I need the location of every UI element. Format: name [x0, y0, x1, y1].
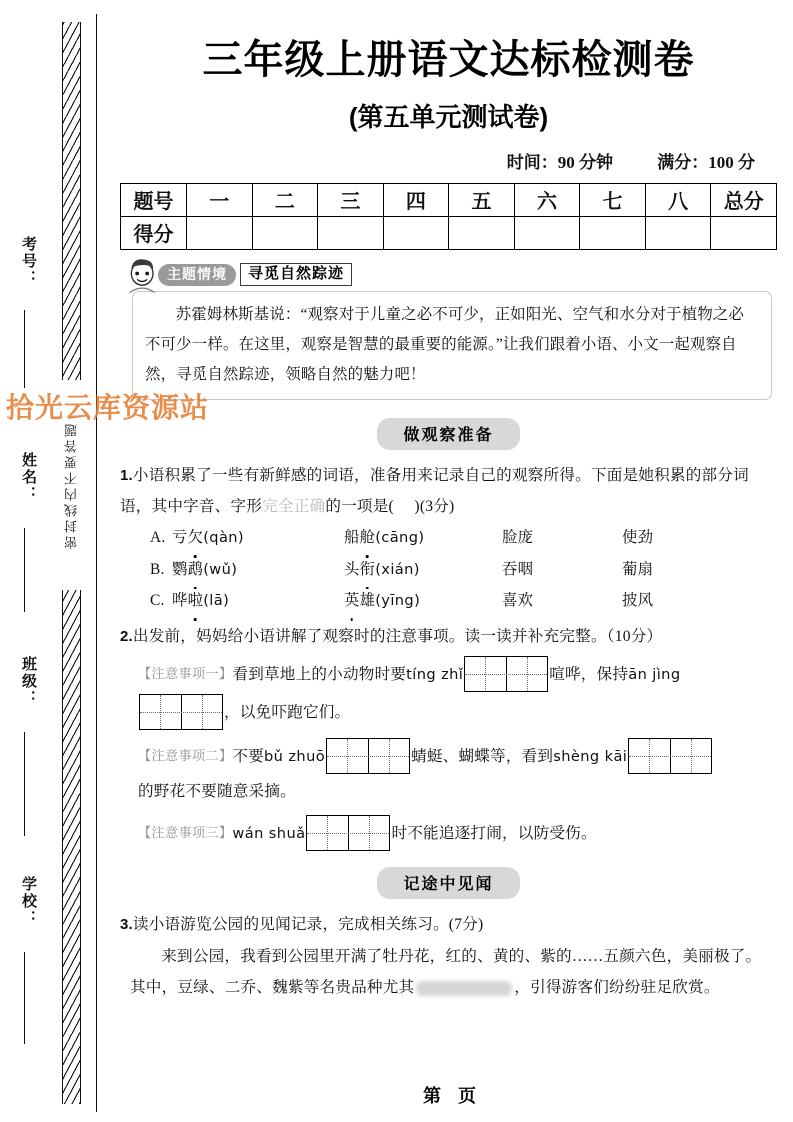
- situation-theme-label: 寻觅自然踪迹: [240, 263, 352, 286]
- table-row-question-numbers: [121, 183, 777, 216]
- note-2-pinyin-1: bǔ zhuō: [264, 747, 326, 765]
- option-b-col3: 吞咽: [502, 560, 534, 578]
- question-3-stem-text: 读小语游览公园的见闻记录，完成相关练习。(7分): [132, 916, 484, 934]
- question-2-note-2-line-2: [120, 776, 777, 807]
- option-c-col2-pinyin: (yīng): [375, 592, 421, 610]
- score-cell-2[interactable]: [252, 216, 318, 249]
- option-a-col1-pinyin: (qàn): [203, 529, 245, 547]
- score-table-col-7: 七: [580, 183, 646, 216]
- note-2-grid-box-1[interactable]: [326, 738, 410, 774]
- question-2-stem: [120, 621, 777, 652]
- score-table-col-3: 三: [318, 183, 384, 216]
- question-2: [120, 621, 777, 851]
- option-a-col1: 亏欠(qàn): [172, 522, 344, 554]
- score-table-col-4: 四: [383, 183, 449, 216]
- score-cell-total[interactable]: [711, 216, 777, 249]
- option-b-letter: B.: [150, 560, 165, 578]
- question-3-number: 3.: [120, 916, 133, 934]
- exam-meta: [120, 148, 777, 173]
- option-a-col4: 使劲: [622, 529, 654, 547]
- option-a-col2-pinyin: (cāng): [375, 529, 425, 547]
- seal-label-name: 姓名：: [20, 452, 37, 503]
- note-1-seg1: 看到草地上的小动物时要: [232, 665, 407, 683]
- exam-duration: 时间：90 分钟: [506, 152, 613, 172]
- note-2-seg1: 不要: [232, 747, 265, 765]
- question-1-number: 1.: [120, 466, 133, 484]
- note-1-pinyin-1: tíng zhǐ: [406, 665, 464, 683]
- note-2-pinyin-2: shèng kāi: [553, 747, 628, 765]
- question-1-stem-part3: )(3分): [414, 498, 455, 516]
- question-1-stem-part2: 的一项是(: [325, 498, 394, 516]
- note-3-pinyin-1: wán shuǎ: [232, 824, 306, 842]
- student-mascot-icon: [126, 256, 160, 296]
- score-cell-6[interactable]: [514, 216, 580, 249]
- situation-tag-label: 主题情境: [158, 264, 236, 286]
- margin-vertical-rule: [96, 14, 97, 1112]
- section-title-prepare: 做观察准备: [377, 418, 519, 450]
- section-header-prepare: [120, 418, 777, 450]
- situation-tag-row: [158, 264, 777, 286]
- note-2-seg2: 蜻蜓、蝴蝶等，看到: [411, 747, 554, 765]
- question-3-passage-line2: ，引得游客们纷纷驻足欣赏。: [514, 978, 720, 996]
- situation-block: [120, 264, 777, 400]
- option-a-letter: A.: [150, 529, 166, 547]
- question-1: [120, 460, 777, 617]
- question-3-stem: [120, 909, 777, 940]
- question-1-answer-blank[interactable]: [394, 498, 415, 515]
- redacted-answer-region: [416, 981, 512, 996]
- note-1-label: 【注意事项一】: [138, 665, 233, 681]
- seal-divider-4: [24, 952, 25, 1044]
- question-2-note-1-line-1: [120, 656, 777, 692]
- exam-page-body: [112, 0, 793, 1122]
- score-cell-7[interactable]: [580, 216, 646, 249]
- score-cell-8[interactable]: [645, 216, 711, 249]
- table-row-scores: [121, 216, 777, 249]
- seal-label-school: 学校：: [20, 876, 37, 927]
- option-c-col2: 英雄(yīng): [344, 585, 502, 617]
- score-cell-5[interactable]: [449, 216, 515, 249]
- note-2-seg3: 的野花不要随意采摘。: [138, 783, 296, 801]
- exam-total-score: 满分：100 分: [657, 152, 755, 172]
- score-table-row-label-score: 得分: [121, 216, 187, 249]
- section-title-enroute: 记途中见闻: [377, 867, 519, 899]
- question-1-stem: [120, 460, 777, 522]
- option-a-col2: 船舱(cāng): [344, 522, 502, 554]
- seal-divider-2: [24, 528, 25, 612]
- note-2-grid-box-2[interactable]: [628, 738, 712, 774]
- option-b-col1: 鹦鹉(wǔ): [172, 554, 344, 586]
- question-1-option-c[interactable]: [120, 585, 777, 617]
- option-c-col1-pinyin: (lā): [203, 592, 230, 610]
- page-title: 三年级上册语文达标检测卷: [202, 38, 695, 82]
- seal-margin: [0, 0, 112, 1122]
- note-3-grid-box-1[interactable]: [306, 815, 390, 851]
- seal-label-class: 班级：: [20, 656, 37, 707]
- option-c-col1: 哗啦(lā): [172, 585, 344, 617]
- score-table: [120, 183, 777, 250]
- score-cell-4[interactable]: [383, 216, 449, 249]
- note-1-seg3: ，以免吓跑它们。: [224, 703, 351, 721]
- option-b-col2-pinyin: (xián): [375, 560, 420, 578]
- score-table-col-8: 八: [645, 183, 711, 216]
- option-b-col4: 葡扇: [622, 560, 654, 578]
- seal-divider-1: [24, 310, 25, 388]
- option-b-col1-pinyin: (wǔ): [203, 560, 238, 578]
- note-1-grid-box-2[interactable]: [139, 694, 223, 730]
- question-1-stem-part1: 小语积累了一些有新鲜感的词语，准备用来记录自己的观察所得。下面是她积累的部分词语，其中字音、字形: [120, 466, 749, 516]
- question-1-option-b[interactable]: [120, 554, 777, 586]
- note-3-label: 【注意事项三】: [138, 825, 233, 841]
- note-1-pinyin-2: ān jìng: [628, 665, 681, 683]
- note-1-seg2: 喧哗，保持: [549, 665, 629, 683]
- site-watermark: 拾光云库资源站: [6, 392, 210, 423]
- note-3-seg2: 时不能追逐打闹，以防受伤。: [391, 824, 597, 842]
- option-c-letter: C.: [150, 592, 165, 610]
- section-header-enroute: [120, 867, 777, 899]
- score-cell-3[interactable]: [318, 216, 384, 249]
- score-table-col-6: 六: [514, 183, 580, 216]
- question-2-stem-text: 出发前，妈妈给小语讲解了观察时的注意事项。读一读并补充完整。（10分）: [132, 628, 663, 645]
- seal-divider-3: [24, 732, 25, 836]
- page-subtitle: (第五单元测试卷): [348, 101, 549, 132]
- option-a-col3: 脸庞: [502, 529, 534, 547]
- question-2-note-2-line-1: [120, 738, 777, 774]
- question-3: [120, 909, 777, 1003]
- score-table-col-total: 总分: [711, 183, 777, 216]
- seal-label-exam-number: 考号：: [20, 236, 37, 287]
- option-c-col3: 喜欢: [502, 592, 534, 610]
- score-table-col-5: 五: [449, 183, 515, 216]
- question-1-stem-highlight: 完全正确: [262, 498, 326, 516]
- question-2-number: 2.: [120, 628, 133, 645]
- seal-band-text: 密封线内不要答题: [60, 380, 84, 590]
- question-1-option-a[interactable]: [120, 522, 777, 554]
- note-1-grid-box-1[interactable]: [464, 656, 548, 692]
- score-cell-1[interactable]: [187, 216, 253, 249]
- note-2-label: 【注意事项二】: [138, 747, 233, 763]
- question-3-passage: [120, 941, 777, 1003]
- question-3-passage-line1: 来到公园，我看到公园里开满了牡丹花，红的、黄的、紫的……五颜六色，美丽极了。其中，豆绿、二乔、魏紫等名贵品种尤其: [130, 947, 762, 996]
- question-2-note-3-line-1: [120, 815, 777, 851]
- score-table-row-label-question: 题号: [121, 183, 187, 216]
- option-c-col4: 披风: [622, 592, 654, 610]
- question-2-note-1-line-2: [120, 694, 777, 730]
- score-table-col-2: 二: [252, 183, 318, 216]
- option-b-col2: 头衔(xián): [344, 554, 502, 586]
- situation-text-box: 苏霍姆林斯基说：“观察对于儿童之必不可少，正如阳光、空气和水分对于植物之必不可少一样。在这里，观察是智慧的最重要的能源。”让我们跟着小语、小文一起观察自然，寻觅自然踪迹，领略自然的魅力吧！: [132, 291, 772, 400]
- score-table-col-1: 一: [187, 183, 253, 216]
- page-footer: 第 页: [422, 1086, 482, 1106]
